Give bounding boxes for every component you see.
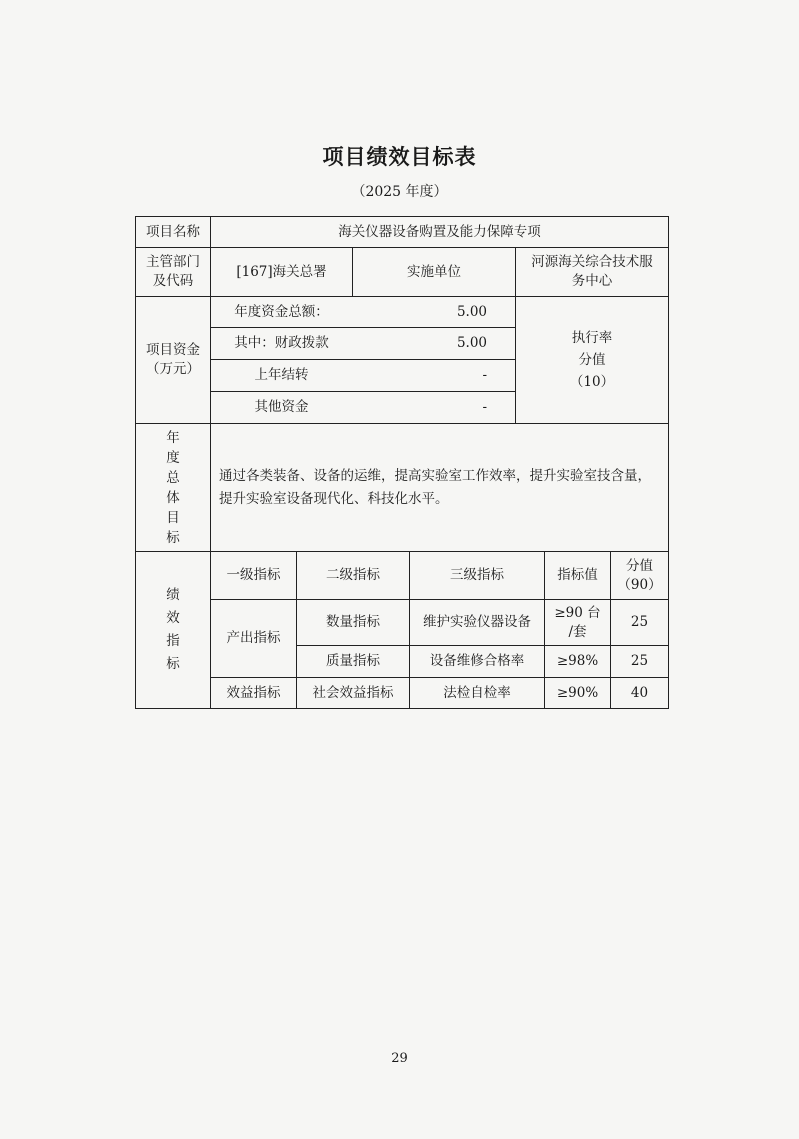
output-indicator-label: 产出指标 [226,630,281,646]
header-level2: 二级指标 [326,567,380,583]
department-label: 主管部门 及代码 [146,254,200,289]
funds-other-label: 其他资金 [254,399,309,415]
project-name-label: 项目名称 [146,223,200,240]
header-level1: 一级指标 [226,567,281,583]
header-level3: 三级指标 [450,567,504,583]
indicator-level2: 数量指标 [326,614,380,630]
indicator-level3: 法检自检率 [443,684,511,701]
funds-fiscal-value: 5.00 [456,335,487,351]
page-number: 29 [391,1051,408,1066]
indicator-value: ≥98% [556,653,599,669]
project-name-value: 海关仪器设备购置及能力保障专项 [338,223,541,240]
indicator-value: ≥90 台 /套 [554,604,601,640]
funds-other-value: - [482,399,487,415]
funds-total-value: 5.00 [456,303,487,320]
goal-label-char: 度 [166,449,180,466]
annual-goal-label [136,424,210,551]
goal-label-char: 总 [166,469,180,486]
indicator-level2: 质量指标 [326,653,380,669]
goal-label-char: 年 [166,429,180,446]
indicator-value: ≥90% [556,684,599,701]
goal-label-char: 体 [166,489,180,506]
header-indicator-value: 指标值 [557,567,598,583]
goal-label-char: 目 [166,509,180,526]
indicators-label-char: 标 [166,656,180,672]
indicator-score: 25 [630,653,649,669]
annual-goal-text: 通过各类装备、设备的运维，提高实验室工作效率，提升实验室技含量，提升实验室设备现代化、科技化水平。 [219,467,651,507]
header-score: 分值 （90） [617,557,662,593]
indicator-score: 25 [630,614,649,630]
department-value: [167]海关总署 [236,263,327,280]
funds-total-label: 年度资金总额： [234,303,329,320]
funds-fiscal-label: 其中：财政拨款 [234,335,329,351]
year-subtitle: （2025 年度） [351,184,448,200]
goal-label-char: 标 [166,529,180,546]
implementing-unit-label: 实施单位 [407,263,461,280]
indicators-label-char: 绩 [166,587,180,603]
indicator-level3: 维护实验仪器设备 [423,614,531,630]
indicator-level3: 设备维修合格率 [429,653,525,669]
funds-label: 项目资金 （万元） [146,342,200,377]
indicators-label [136,552,210,708]
page-title: 项目绩效目标表 [322,145,477,169]
indicators-label-char: 指 [166,633,180,649]
funds-carryover-value: - [482,367,487,383]
indicator-score: 40 [630,684,649,701]
execution-rate-score: 执行率 分值 （10） [569,330,615,390]
benefit-indicator-label: 效益指标 [226,684,281,701]
indicator-level2: 社会效益指标 [312,684,394,701]
implementing-unit-value: 河源海关综合技术服 务中心 [531,254,653,289]
indicators-label-char: 效 [166,610,180,626]
funds-carryover-label: 上年结转 [254,367,309,383]
